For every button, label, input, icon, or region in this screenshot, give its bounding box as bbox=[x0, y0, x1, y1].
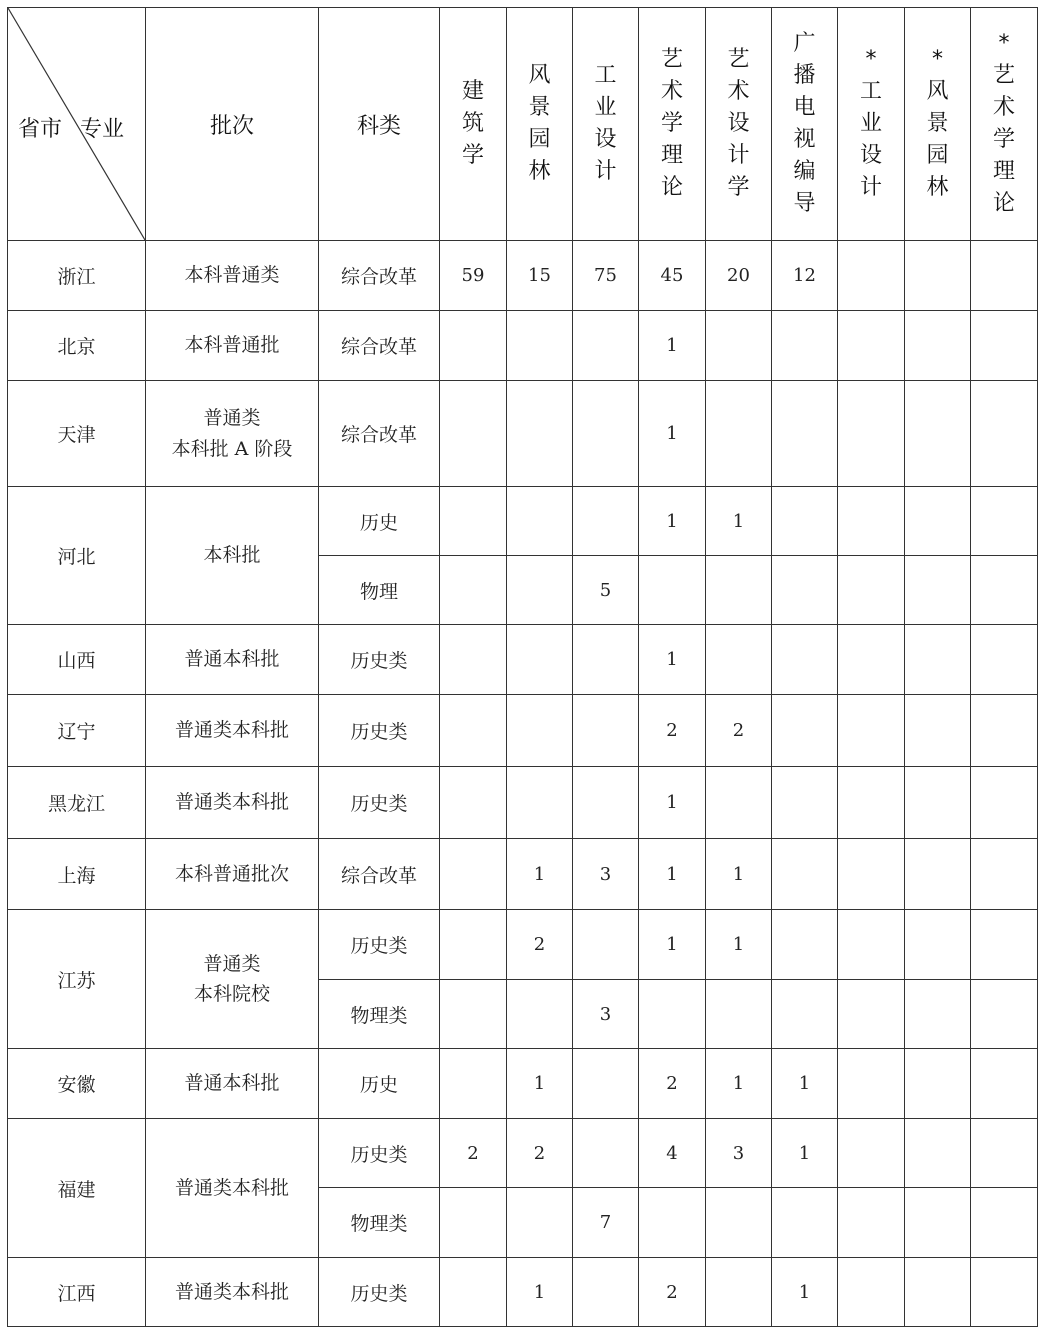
quota-cell: 1 bbox=[706, 910, 772, 980]
quota-cell bbox=[971, 980, 1038, 1049]
quota-cell bbox=[639, 980, 706, 1049]
province-cell: 福建 bbox=[8, 1119, 146, 1258]
quota-cell: 3 bbox=[573, 839, 639, 910]
province-cell: 辽宁 bbox=[8, 695, 146, 767]
quota-cell bbox=[905, 767, 971, 839]
category-cell: 历史类 bbox=[319, 1258, 440, 1327]
batch-line: 本科批 A 阶段 bbox=[171, 437, 293, 460]
category-cell: 历史类 bbox=[319, 625, 440, 695]
quota-cell bbox=[971, 1188, 1038, 1258]
enrollment-plan-table bbox=[7, 7, 1038, 1327]
quota-cell bbox=[838, 487, 905, 556]
province-cell: 天津 bbox=[8, 381, 146, 487]
quota-cell bbox=[838, 241, 905, 311]
category-cell: 历史类 bbox=[319, 695, 440, 767]
quota-cell bbox=[507, 695, 573, 767]
quota-cell bbox=[507, 1188, 573, 1258]
table-row bbox=[8, 487, 1038, 556]
category-cell: 历史类 bbox=[319, 767, 440, 839]
quota-cell bbox=[772, 556, 838, 625]
major-header: 工业设计 bbox=[573, 8, 639, 241]
batch-line: 本科普通批 bbox=[184, 334, 280, 357]
quota-cell bbox=[905, 839, 971, 910]
quota-cell bbox=[573, 1049, 639, 1119]
quota-cell bbox=[440, 910, 507, 980]
quota-cell: 1 bbox=[639, 767, 706, 839]
quota-cell bbox=[772, 695, 838, 767]
quota-cell: 2 bbox=[639, 1258, 706, 1327]
quota-cell bbox=[507, 381, 573, 487]
corner-header-cell bbox=[8, 8, 146, 241]
quota-cell bbox=[440, 311, 507, 381]
quota-cell: 3 bbox=[706, 1119, 772, 1188]
quota-cell bbox=[971, 1258, 1038, 1327]
province-cell: 北京 bbox=[8, 311, 146, 381]
batch-cell bbox=[146, 311, 319, 381]
quota-cell bbox=[772, 767, 838, 839]
quota-cell bbox=[905, 625, 971, 695]
batch-cell bbox=[146, 695, 319, 767]
quota-cell bbox=[507, 487, 573, 556]
quota-cell: 2 bbox=[639, 695, 706, 767]
quota-cell: 1 bbox=[772, 1049, 838, 1119]
quota-cell bbox=[971, 839, 1038, 910]
quota-cell bbox=[440, 839, 507, 910]
quota-cell bbox=[838, 1119, 905, 1188]
quota-cell bbox=[838, 910, 905, 980]
batch-cell bbox=[146, 1119, 319, 1258]
quota-cell bbox=[971, 1119, 1038, 1188]
quota-cell: 1 bbox=[706, 487, 772, 556]
table-row bbox=[8, 695, 1038, 767]
quota-cell bbox=[772, 839, 838, 910]
quota-cell bbox=[905, 241, 971, 311]
category-cell: 物理类 bbox=[319, 1188, 440, 1258]
quota-cell: 1 bbox=[706, 839, 772, 910]
batch-header: 批次 bbox=[146, 8, 319, 241]
quota-cell bbox=[440, 1188, 507, 1258]
quota-cell bbox=[706, 625, 772, 695]
quota-cell bbox=[905, 695, 971, 767]
major-header: 广播电视编导 bbox=[772, 8, 838, 241]
batch-line: 本科批 bbox=[203, 544, 261, 567]
quota-cell bbox=[440, 1258, 507, 1327]
quota-cell bbox=[971, 381, 1038, 487]
province-header-label: 省市 bbox=[18, 117, 63, 142]
quota-cell bbox=[573, 767, 639, 839]
quota-cell bbox=[772, 910, 838, 980]
batch-line: 普通本科批 bbox=[184, 648, 280, 671]
quota-cell bbox=[772, 381, 838, 487]
table-row bbox=[8, 311, 1038, 381]
quota-cell bbox=[573, 487, 639, 556]
quota-cell bbox=[838, 767, 905, 839]
quota-cell: 2 bbox=[507, 910, 573, 980]
quota-cell: 2 bbox=[706, 695, 772, 767]
quota-cell bbox=[440, 625, 507, 695]
quota-cell bbox=[838, 695, 905, 767]
batch-cell bbox=[146, 1049, 319, 1119]
table-row bbox=[8, 1258, 1038, 1327]
category-cell: 历史类 bbox=[319, 910, 440, 980]
category-cell: 综合改革 bbox=[319, 241, 440, 311]
quota-cell: 1 bbox=[507, 839, 573, 910]
quota-cell bbox=[772, 311, 838, 381]
batch-line: 本科院校 bbox=[193, 983, 270, 1005]
quota-cell: 75 bbox=[573, 241, 639, 311]
quota-cell bbox=[507, 980, 573, 1049]
batch-line: 普通类本科批 bbox=[174, 719, 289, 742]
table-row bbox=[8, 1119, 1038, 1188]
quota-cell: 1 bbox=[507, 1049, 573, 1119]
quota-cell bbox=[905, 1119, 971, 1188]
major-header: 风景园林 bbox=[507, 8, 573, 241]
quota-cell bbox=[838, 1258, 905, 1327]
quota-cell bbox=[573, 695, 639, 767]
batch-cell bbox=[146, 1258, 319, 1327]
quota-cell bbox=[507, 625, 573, 695]
major-header: *风景园林 bbox=[905, 8, 971, 241]
quota-cell bbox=[905, 311, 971, 381]
category-cell: 综合改革 bbox=[319, 311, 440, 381]
quota-cell: 2 bbox=[440, 1119, 507, 1188]
quota-cell bbox=[440, 767, 507, 839]
batch-line: 本科普通批次 bbox=[174, 862, 289, 885]
category-header: 科类 bbox=[319, 8, 440, 241]
quota-cell: 1 bbox=[772, 1258, 838, 1327]
quota-cell bbox=[838, 1188, 905, 1258]
quota-cell bbox=[573, 625, 639, 695]
quota-cell: 1 bbox=[706, 1049, 772, 1119]
quota-cell bbox=[971, 487, 1038, 556]
quota-cell bbox=[971, 556, 1038, 625]
quota-cell bbox=[706, 767, 772, 839]
quota-cell bbox=[838, 1049, 905, 1119]
quota-cell bbox=[706, 381, 772, 487]
table-body bbox=[8, 241, 1038, 1327]
quota-cell: 1 bbox=[772, 1119, 838, 1188]
quota-cell bbox=[905, 556, 971, 625]
category-cell: 物理 bbox=[319, 556, 440, 625]
quota-cell bbox=[573, 910, 639, 980]
quota-cell: 59 bbox=[440, 241, 507, 311]
quota-cell bbox=[440, 695, 507, 767]
category-cell: 物理类 bbox=[319, 980, 440, 1049]
quota-cell bbox=[905, 1188, 971, 1258]
major-header-label: 专业 bbox=[80, 117, 125, 142]
quota-cell: 1 bbox=[639, 381, 706, 487]
batch-line: 本科普通类 bbox=[184, 264, 280, 287]
quota-cell: 45 bbox=[639, 241, 706, 311]
table-row bbox=[8, 1049, 1038, 1119]
quota-cell bbox=[971, 311, 1038, 381]
category-cell: 综合改革 bbox=[319, 839, 440, 910]
quota-cell bbox=[905, 910, 971, 980]
province-cell: 浙江 bbox=[8, 241, 146, 311]
quota-cell bbox=[507, 311, 573, 381]
batch-cell bbox=[146, 487, 319, 625]
category-cell: 综合改革 bbox=[319, 381, 440, 487]
quota-cell bbox=[905, 980, 971, 1049]
quota-cell bbox=[706, 1188, 772, 1258]
province-cell: 江苏 bbox=[8, 910, 146, 1049]
quota-cell: 1 bbox=[639, 487, 706, 556]
quota-cell: 1 bbox=[639, 910, 706, 980]
quota-cell bbox=[706, 311, 772, 381]
quota-cell bbox=[440, 980, 507, 1049]
batch-cell bbox=[146, 910, 319, 1049]
table-row bbox=[8, 241, 1038, 311]
table-row bbox=[8, 767, 1038, 839]
batch-line: 普通类 bbox=[203, 407, 261, 430]
quota-cell: 2 bbox=[639, 1049, 706, 1119]
quota-cell bbox=[905, 381, 971, 487]
quota-cell bbox=[971, 910, 1038, 980]
quota-cell bbox=[440, 487, 507, 556]
quota-cell bbox=[706, 980, 772, 1049]
quota-cell bbox=[838, 980, 905, 1049]
province-cell: 黑龙江 bbox=[8, 767, 146, 839]
quota-cell bbox=[507, 767, 573, 839]
province-cell: 上海 bbox=[8, 839, 146, 910]
batch-line: 普通类本科批 bbox=[174, 791, 289, 814]
quota-cell bbox=[507, 556, 573, 625]
quota-cell: 3 bbox=[573, 980, 639, 1049]
quota-cell: 2 bbox=[507, 1119, 573, 1188]
quota-cell bbox=[838, 625, 905, 695]
table-row bbox=[8, 839, 1038, 910]
major-header: 艺术学理论 bbox=[639, 8, 706, 241]
category-cell: 历史类 bbox=[319, 1119, 440, 1188]
quota-cell bbox=[573, 311, 639, 381]
quota-cell bbox=[772, 980, 838, 1049]
quota-cell bbox=[706, 556, 772, 625]
quota-cell bbox=[573, 1119, 639, 1188]
quota-cell: 7 bbox=[573, 1188, 639, 1258]
quota-cell bbox=[573, 1258, 639, 1327]
quota-cell bbox=[838, 839, 905, 910]
major-header: *艺术学理论 bbox=[971, 8, 1038, 241]
quota-cell bbox=[971, 767, 1038, 839]
major-header: *工业设计 bbox=[838, 8, 905, 241]
quota-cell bbox=[838, 556, 905, 625]
province-cell: 江西 bbox=[8, 1258, 146, 1327]
quota-cell bbox=[706, 1258, 772, 1327]
quota-cell bbox=[971, 625, 1038, 695]
quota-cell: 1 bbox=[639, 625, 706, 695]
batch-line: 普通类 bbox=[203, 952, 261, 975]
quota-cell bbox=[440, 381, 507, 487]
quota-cell bbox=[440, 556, 507, 625]
batch-line: 普通类本科批 bbox=[174, 1280, 289, 1303]
category-cell: 历史 bbox=[319, 1049, 440, 1119]
header-row bbox=[8, 8, 1038, 241]
quota-cell bbox=[772, 487, 838, 556]
quota-cell bbox=[971, 241, 1038, 311]
batch-cell bbox=[146, 625, 319, 695]
quota-cell bbox=[639, 556, 706, 625]
province-cell: 安徽 bbox=[8, 1049, 146, 1119]
major-header: 艺术设计学 bbox=[706, 8, 772, 241]
category-cell: 历史 bbox=[319, 487, 440, 556]
table-row bbox=[8, 625, 1038, 695]
quota-cell: 15 bbox=[507, 241, 573, 311]
quota-cell: 1 bbox=[507, 1258, 573, 1327]
quota-cell bbox=[905, 1258, 971, 1327]
table-row bbox=[8, 910, 1038, 980]
batch-cell bbox=[146, 241, 319, 311]
batch-line: 普通本科批 bbox=[184, 1072, 280, 1095]
quota-cell: 5 bbox=[573, 556, 639, 625]
quota-cell: 1 bbox=[639, 311, 706, 381]
quota-cell: 12 bbox=[772, 241, 838, 311]
province-cell: 山西 bbox=[8, 625, 146, 695]
table-row bbox=[8, 381, 1038, 487]
batch-line: 普通类本科批 bbox=[174, 1176, 289, 1199]
quota-cell bbox=[639, 1188, 706, 1258]
quota-cell: 1 bbox=[639, 839, 706, 910]
quota-cell bbox=[905, 1049, 971, 1119]
batch-cell bbox=[146, 839, 319, 910]
province-cell: 河北 bbox=[8, 487, 146, 625]
quota-cell bbox=[838, 381, 905, 487]
quota-cell bbox=[905, 487, 971, 556]
quota-cell: 4 bbox=[639, 1119, 706, 1188]
quota-cell bbox=[971, 1049, 1038, 1119]
quota-cell bbox=[971, 695, 1038, 767]
major-header: 建筑学 bbox=[440, 8, 507, 241]
batch-cell bbox=[146, 767, 319, 839]
quota-cell bbox=[772, 625, 838, 695]
quota-cell bbox=[573, 381, 639, 487]
quota-cell: 20 bbox=[706, 241, 772, 311]
batch-cell bbox=[146, 381, 319, 487]
quota-cell bbox=[838, 311, 905, 381]
quota-cell bbox=[772, 1188, 838, 1258]
quota-cell bbox=[440, 1049, 507, 1119]
